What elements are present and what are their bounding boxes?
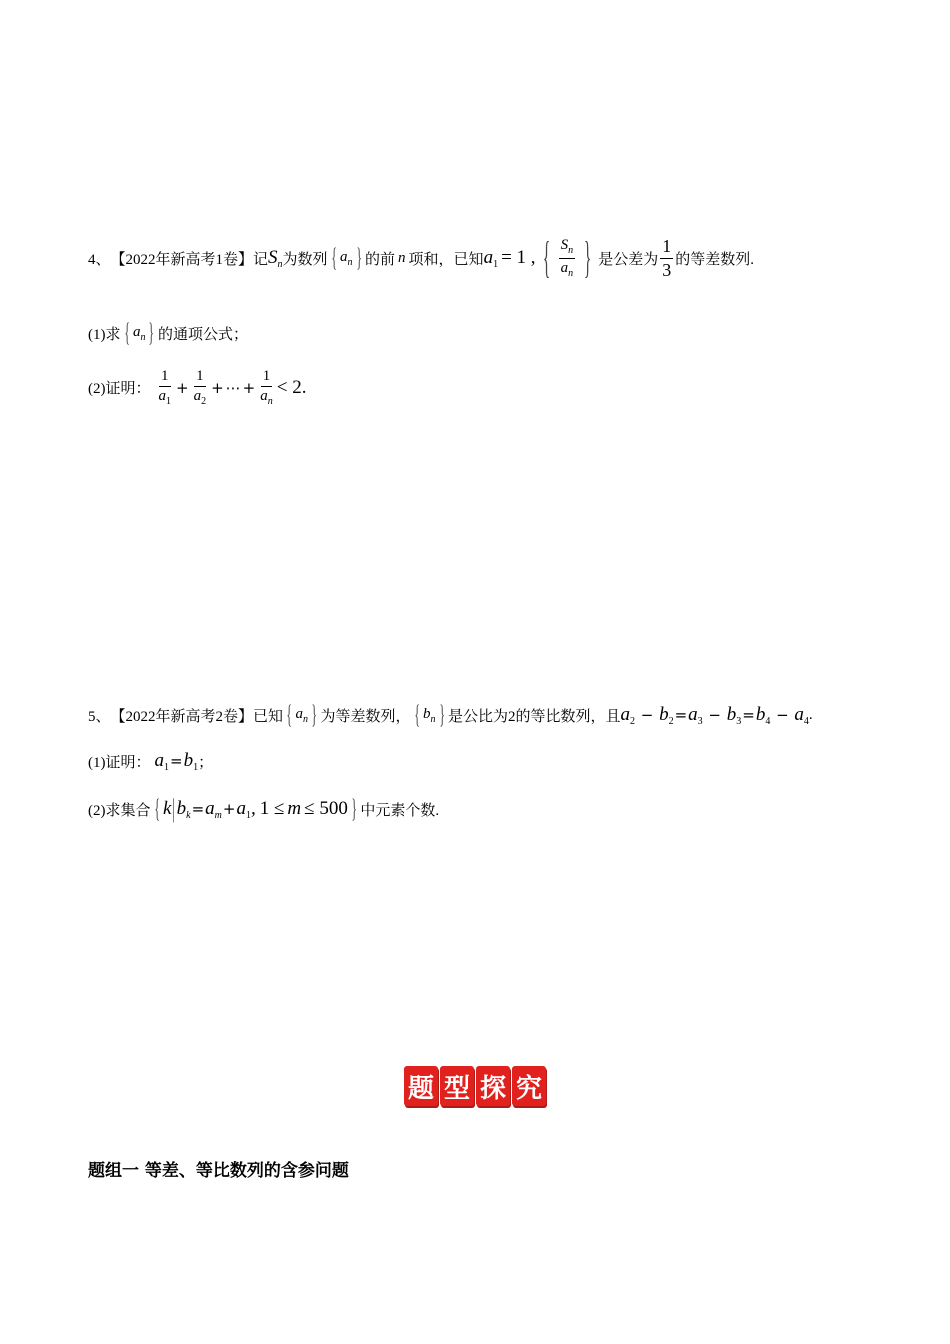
stem-text: 项和，已知 [408, 251, 484, 268]
left-brace: { [286, 700, 293, 729]
left-brace: { [330, 243, 337, 273]
right-brace: } [148, 318, 155, 347]
math-an: $a_n$ [132, 323, 146, 343]
fraction-sn-an: $\frac{S_n}{a_n}$ [560, 237, 574, 279]
left-brace: { [123, 318, 130, 347]
fraction-1-a1: $\frac{1}{a_1}$ [158, 368, 171, 408]
stem-text: 的等差数列. [675, 251, 755, 268]
part-text: 的通项公式； [157, 326, 248, 343]
math-eq: = 1 , [501, 247, 536, 269]
left-brace: { [542, 233, 550, 283]
part-text: 中元素个数. [360, 802, 440, 819]
right-brace: } [311, 700, 318, 729]
stem-text: 为数列 [282, 251, 328, 268]
question-4-part-2 [88, 368, 306, 408]
inequality-tail: < 2. [276, 376, 307, 398]
badge-char: 探 [476, 1066, 510, 1106]
frac-num: 1 [660, 236, 673, 259]
math-set-condition: $b_k=a_m+a_1$, [176, 797, 256, 821]
plus-sign: + [176, 378, 189, 397]
stem-text: 已知 [253, 708, 284, 725]
stem-text: 记 [253, 251, 269, 268]
stem-text: 的前 [365, 251, 396, 268]
math-bn: $b_n$ [423, 705, 436, 725]
frac-den: 3 [662, 259, 672, 280]
bar: | [172, 794, 176, 823]
math-n: n [398, 249, 406, 266]
math-m: m [287, 798, 302, 819]
fraction-one-third [660, 236, 673, 280]
part-label: (2)证明： [88, 381, 151, 398]
left-brace: { [413, 700, 420, 729]
stem-text: 是公比为2的等比数列，且 [448, 708, 621, 725]
fraction-1-an: $\frac{1}{a_n}$ [260, 368, 273, 408]
cond-lower: 1 ≤ [259, 798, 285, 819]
question-5-stem: 5、 【2022年新高考2卷】 已知 { $a_n$ } 为等差数列， { $b_n$ } 是公比为2的等比数列，且 $a_2 - b_2=a_3 - b_3=b_4 - a_4$ . [88, 700, 813, 729]
question-5-part-2 [88, 796, 439, 822]
plus-sign: + [242, 378, 256, 397]
question-source: 【2022年新高考1卷】 [110, 251, 254, 268]
badge-char: 型 [440, 1066, 474, 1106]
math-an: $a_n$ [340, 248, 353, 268]
right-brace: } [584, 233, 592, 283]
math-sn: $S_n$ [268, 246, 283, 270]
badge-char: 究 [512, 1066, 546, 1106]
left-brace: { [153, 794, 160, 823]
right-brace: } [355, 243, 362, 273]
math-k: k [162, 798, 172, 819]
math-a1-eq-b1: $a_1=b_1$ [154, 750, 199, 773]
question-4-part-1 [88, 320, 248, 346]
ellipsis: ⋯ [225, 378, 241, 397]
question-source: 【2022年新高考2卷】 [110, 708, 254, 725]
section-badge [404, 1066, 548, 1110]
badge-char: 题 [404, 1066, 438, 1106]
stem-text: 是公差为 [598, 251, 659, 268]
fraction-1-a2: $\frac{1}{a_2}$ [193, 368, 207, 408]
math-an: $a_n$ [295, 705, 309, 725]
cond-upper: ≤ 500 [304, 798, 348, 819]
question-4-stem [88, 233, 755, 283]
math-a1: $a_1$ [483, 246, 499, 270]
right-brace: } [438, 700, 445, 729]
plus-sign: + [211, 378, 224, 397]
question-5-part-1: (1)证明： $a_1=b_1$ ； [88, 750, 214, 773]
part-label: (1)求 [88, 326, 121, 343]
math-equation-chain: $a_2 - b_2=a_3 - b_3=b_4 - a_4$ [620, 703, 809, 727]
question-number: 4、 [88, 251, 111, 268]
question-number: 5、 [88, 708, 111, 725]
right-brace: } [351, 794, 357, 823]
section-heading: 题组一 等差、等比数列的含参问题 [88, 1161, 349, 1181]
part-label: (2)求集合 [88, 802, 151, 819]
stem-text: 为等差数列， [320, 708, 411, 725]
part-label: (1)证明： [88, 755, 151, 771]
